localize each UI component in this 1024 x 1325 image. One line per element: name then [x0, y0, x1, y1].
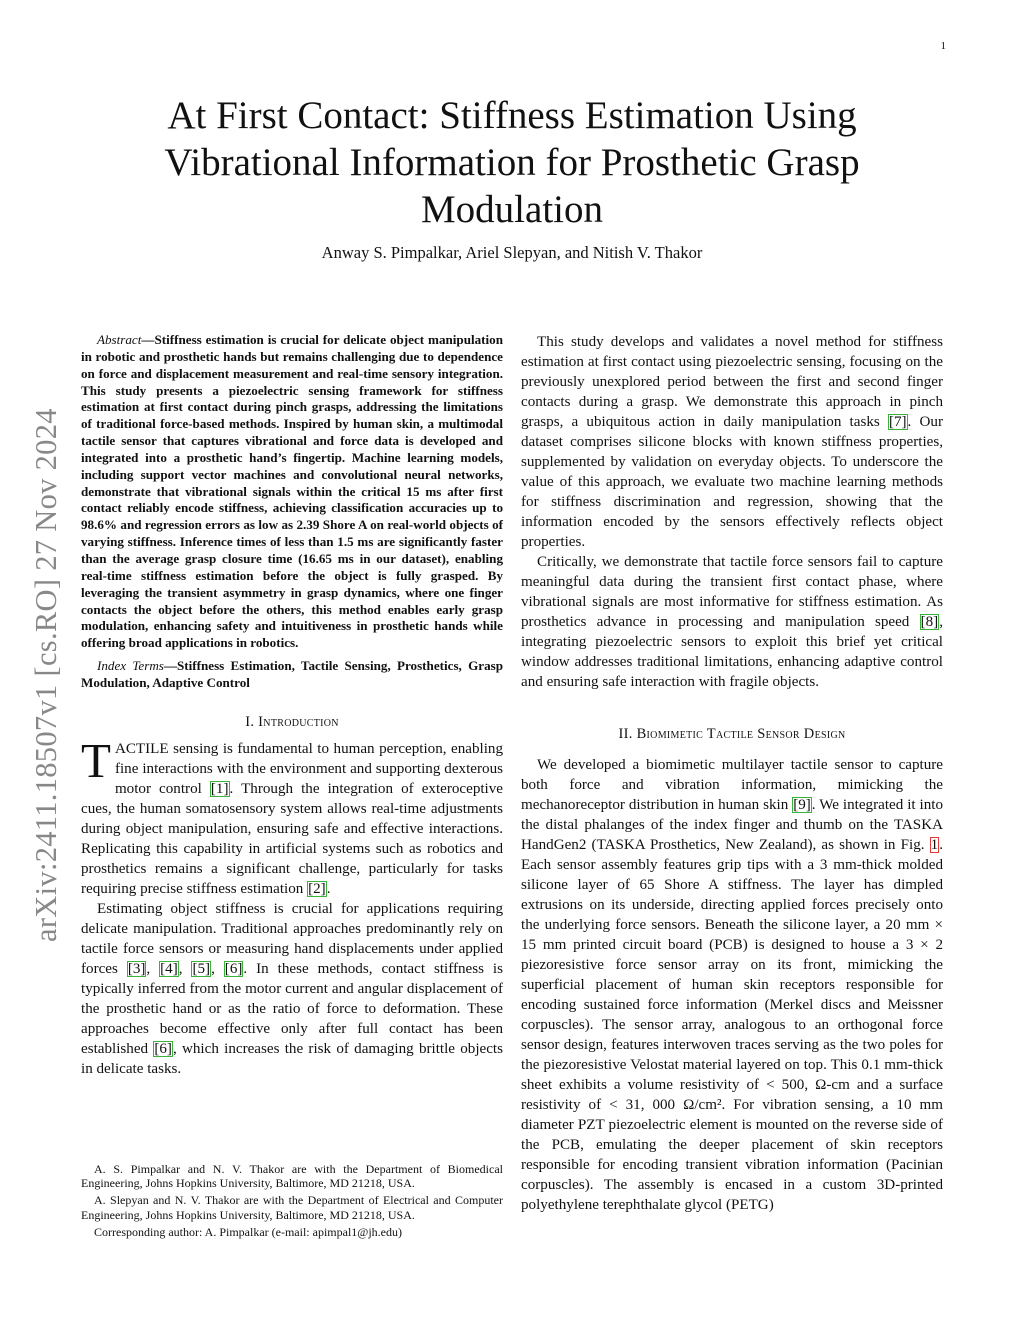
author-list: Anway S. Pimpalkar, Ariel Slepyan, and Nitish V. Thakor [321, 243, 703, 262]
abstract-label: Abstract [97, 332, 142, 347]
index-terms-label: Index Terms [97, 658, 164, 674]
page-number: 1 [940, 40, 946, 52]
figure-link[interactable]: 1 [930, 837, 939, 853]
arxiv-stamp: arXiv:2411.18507v1 [cs.RO] 27 Nov 2024 [29, 408, 63, 942]
citation-link[interactable]: [1] [210, 780, 229, 797]
dropcap-letter: T [81, 732, 111, 788]
citation-link[interactable]: [7] [888, 414, 907, 430]
right-paragraph-2: Critically, we demonstrate that tactile force sensors fail to capture meaningful data during the transient first contact phase, where vibrational signals are most informative for stiffness estimation. As prosthetics advance in processing and manipulation speed [8], integrating piezoelectric sensors to exploit this brief yet critical window addresses traditional limitations, enhancing adaptive control and ensuring safe interaction with fragile objects. [521, 554, 943, 690]
abstract-text: Stiffness estimation is crucial for delicate object manipulation in robotic and prosthetic hands but remains challenging due to dependence on force and displacement measurement and real-time sensory integration. This study presents a piezoelectric sensing framework for stiffness estimation at first contact during pinch grasps, addressing the limitations of traditional force-based methods. Inspired by human skin, a multimodal tactile sensor that captures vibrational and force data is developed and integrated into a prosthetic hand’s fingertip. Machine learning models, including support vector machines and convolutional neural networks, demonstrate that vibrational signals within the critical 15 ms after first contact reliably encode stiffness, achieving classification accuracies up to 98.6% and regression errors as low as 2.39 Shore A on real-world objects of varying stiffness. Inference times of less than 1.5 ms are significantly faster than the average grasp closure time (16.65 ms in our dataset), enabling real-time stiffness estimation before the object is fully grasped. By leveraging the transient asymmetry in grasp dynamics, where one finger contacts the object before the others, this method enables early grasp modulation, enhancing safety and intuitiveness in prosthetic hands while offering broad applications in robotics. [81, 332, 503, 651]
section-heading-sensor-design: II. Biomimetic Tactile Sensor Design [618, 726, 846, 742]
section-heading-introduction: I. Introduction [245, 713, 339, 730]
footnote-corresponding-author: Corresponding author: A. Pimpalkar (e-mail: apimpal1@jh.edu) [94, 1224, 402, 1239]
introduction-body [81, 732, 504, 1079]
footnotes [81, 1162, 503, 1239]
intro-paragraph-1: TACTILE sensing is fundamental to human perception, enabling fine interactions with the environment and supporting dexterous motor control [1]. Through the integration of exteroceptive cues, the human somatosensory system allows real-time adjustments during object manipulation, ensuring safe and effective interactions. Replicating this capability in artificial systems such as robotics and prosthetics remains a significant challenge, particularly for tasks requiring precise stiffness estimation [2]. [81, 732, 504, 897]
intro-paragraph-2: Estimating object stiffness is crucial for applications requiring delicate manipulation. Traditional approaches predominantly rely on tactile force sensors or measuring hand displacements under applied forces [3], [4], [5], [6]. In these methods, contact stiffness is typically inferred from the motor current and angular displacement of the prosthetic hand or as the ratio of force to deformation. These approaches become effective only after full contact has been established [6], which increases the risk of damaging brittle objects in delicate tasks. [81, 900, 504, 1077]
citation-link[interactable]: [5] [192, 960, 211, 977]
index-terms: Index Terms—Stiffness Estimation, Tactile Sensing, Prosthetics, Grasp Modulation, Adaptive Control [81, 658, 503, 690]
right-paragraph-3: We developed a biomimetic multilayer tactile sensor to capture both force and vibration information, mimicking the mechanoreceptor distribution in human skin [9]. We integrated it into the distal phalanges of the index finger and thumb on the TASKA HandGen2 (TASKA Prosthetics, New Zealand), as shown in Fig. 1. Each sensor assembly features grip tips with a 3 mm-thick molded silicone layer of 65 Shore A stiffness. The layer has dimpled extrusions on its underside, directing applied forces precisely onto the underlying force sensors. Beneath the silicone layer, a 20 mm × 15 mm printed circuit board (PCB) is designed to house a 3 × 2 piezoresistive force sensor array on its front, mimicking the superficial placement of human skin receptors responsible for encoding sustained force information (Merkel discs and Meissner corpuscles). The sensor array, analogous to an orthogonal force sensor design, features interwoven traces serving as the two poles for the piezoresistive Velostat material layered on top. This 0.1 mm-thick sheet exhibits a volume resistivity of < 500, Ω-cm and a surface resistivity of < 31, 000 Ω/cm². For vibration sensing, a 10 mm diameter PZT piezoelectric element is mounted on the reverse side of the PCB, emulating the deeper placement of skin receptors responsible for encoding transient vibration information (Pacinian corpuscles). The assembly is encased in a custom 3D-printed polyethylene terephthalate glycol (PETG) [521, 757, 943, 1213]
citation-link[interactable]: [6] [154, 1040, 172, 1057]
citation-link[interactable]: [6] [224, 960, 243, 977]
footnote-affiliation-1: A. S. Pimpalkar and N. V. Thakor are with the Department of Biomedical Engineering, Johns Hopkins University, Baltimore, MD 21218, USA. [81, 1162, 503, 1191]
left-column [81, 332, 503, 1079]
right-column [521, 332, 943, 1215]
index-terms-text: Stiffness Estimation, Tactile Sensing, Prosthetics, Grasp Modulation, Adaptive Control [81, 658, 503, 690]
right-paragraph-1: This study develops and validates a novel method for stiffness estimation at first contact using piezoelectric sensing, focusing on the previously unexplored period between the first and second finger contacts during a grasp. We demonstrate this approach in pinch grasps, a ubiquitous action in daily manipulation tasks [7]. Our dataset comprises silicone blocks with known stiffness properties, supplemented by validation on everyday objects. To underscore the value of this approach, we evaluate two machine learning methods for stiffness discrimination and regression, showing that the information encoded by the sensors effectively reflects object properties. [521, 334, 943, 550]
citation-link[interactable]: [2] [308, 880, 326, 897]
citation-link[interactable]: [9] [793, 797, 811, 813]
citation-link[interactable]: [8] [920, 614, 939, 630]
abstract: Abstract—Stiffness estimation is crucial for delicate object manipulation in robotic and prosthetic hands but remains challenging due to dependence on force and displacement measurement and real-time sensory integration. This study presents a piezoelectric sensing framework for stiffness estimation at first contact during pinch grasps, addressing the limitations of traditional force-based methods. Inspired by human skin, a multimodal tactile sensor that captures vibrational and force data is developed and integrated into a prosthetic hand’s fingertip. Machine learning models, including support vector machines and convolutional neural networks, demonstrate that vibrational signals within the critical 15 ms after first contact reliably encode stiffness, achieving classification accuracies up to 98.6% and regression errors as low as 2.39 Shore A on real-world objects of varying stiffness. Inference times of less than 1.5 ms are significantly faster than the average grasp closure time (16.65 ms in our dataset), enabling real-time stiffness estimation before the object is fully grasped. By leveraging the transient asymmetry in grasp dynamics, where one finger contacts the object before the others, this method enables early grasp modulation, enhancing safety and intuitiveness in prosthetic hands while offering broad applications in robotics. [81, 332, 503, 651]
sensor-design-body [521, 755, 943, 1215]
right-column-body [521, 332, 943, 692]
paper-title: At First Contact: Stiffness Estimation Using Vibrational Information for Prosthetic Grasp Modulation [164, 94, 860, 231]
footnote-affiliation-2: A. Slepyan and N. V. Thakor are with the Department of Electrical and Computer Engineering, Johns Hopkins University, Baltimore, MD 21218, USA. [81, 1193, 503, 1222]
citation-link[interactable]: [4] [160, 960, 178, 977]
citation-link[interactable]: [3] [127, 960, 146, 977]
